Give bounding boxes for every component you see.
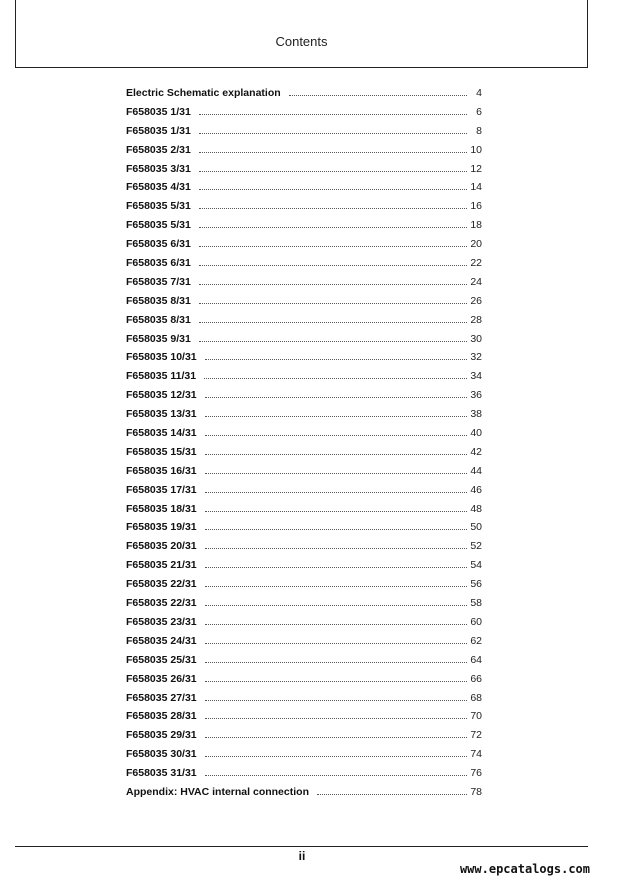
- toc-dot-leader: [205, 717, 467, 719]
- toc-entry[interactable]: [126, 424, 482, 443]
- toc-dot-leader: [205, 755, 467, 757]
- toc-dot-leader: [199, 170, 467, 172]
- toc-dot-leader: [204, 377, 467, 379]
- toc-entry[interactable]: [126, 197, 482, 216]
- toc-entry-label: F658035 14/31: [126, 427, 197, 440]
- toc-dot-leader: [199, 151, 467, 153]
- toc-dot-leader: [205, 699, 467, 701]
- toc-entry[interactable]: [126, 178, 482, 197]
- toc-entry-page: 44: [470, 464, 482, 477]
- toc-entry-label: F658035 7/31: [126, 275, 191, 288]
- toc-entry-page: 22: [470, 257, 482, 270]
- toc-dot-leader: [199, 226, 467, 228]
- toc-entry-label: F658035 20/31: [126, 540, 197, 553]
- toc-entry[interactable]: [126, 613, 482, 632]
- toc-dot-leader: [199, 302, 467, 304]
- toc-dot-leader: [199, 207, 467, 209]
- toc-entry[interactable]: [126, 273, 482, 292]
- toc-dot-leader: [205, 434, 467, 436]
- footer-url[interactable]: www.epcatalogs.com: [459, 862, 590, 876]
- toc-dot-leader: [205, 642, 467, 644]
- toc-entry-page: 62: [470, 634, 482, 647]
- toc-entry-page: 32: [470, 351, 482, 364]
- toc-dot-leader: [199, 283, 467, 285]
- toc-entry-label: F658035 2/31: [126, 143, 191, 156]
- toc-dot-leader: [205, 472, 467, 474]
- toc-entry[interactable]: [126, 745, 482, 764]
- toc-entry-page: 24: [470, 275, 482, 288]
- toc-entry-page: 78: [470, 785, 482, 798]
- toc-entry[interactable]: [126, 160, 482, 179]
- toc-dot-leader: [199, 321, 467, 323]
- toc-entry[interactable]: [126, 330, 482, 349]
- toc-dot-leader: [205, 528, 467, 530]
- toc-entry-page: 58: [470, 597, 482, 610]
- toc-entry-label: F658035 31/31: [126, 767, 197, 780]
- toc-entry[interactable]: [126, 689, 482, 708]
- toc-entry[interactable]: [126, 386, 482, 405]
- toc-entry[interactable]: [126, 764, 482, 783]
- toc-entry-page: 30: [470, 332, 482, 345]
- toc-entry-page: 12: [470, 162, 482, 175]
- toc-entry-label: F658035 13/31: [126, 408, 197, 421]
- toc-entry-label: F658035 6/31: [126, 238, 191, 251]
- toc-entry-label: F658035 24/31: [126, 634, 197, 647]
- toc-entry-page: 68: [470, 691, 482, 704]
- toc-entry[interactable]: [126, 84, 482, 103]
- toc-entry[interactable]: [126, 462, 482, 481]
- toc-entry[interactable]: [126, 103, 482, 122]
- toc-entry-page: 46: [470, 483, 482, 496]
- toc-entry-page: 28: [470, 313, 482, 326]
- toc-entry[interactable]: [126, 783, 482, 802]
- toc-entry[interactable]: [126, 311, 482, 330]
- toc-entry-label: F658035 28/31: [126, 710, 197, 723]
- toc-entry-page: 10: [470, 143, 482, 156]
- toc-entry-page: 34: [470, 370, 482, 383]
- toc-dot-leader: [199, 113, 467, 115]
- toc-entry-label: F658035 29/31: [126, 729, 197, 742]
- toc-entry-page: 38: [470, 408, 482, 421]
- toc-dot-leader: [205, 453, 467, 455]
- toc-dot-leader: [205, 623, 467, 625]
- toc-entry[interactable]: [126, 141, 482, 160]
- toc-dot-leader: [205, 415, 467, 417]
- toc-entry-label: F658035 11/31: [126, 370, 197, 383]
- toc-entry[interactable]: [126, 707, 482, 726]
- toc-entry-label: Appendix: HVAC internal connection: [126, 785, 309, 798]
- toc-dot-leader: [205, 358, 467, 360]
- toc-entry[interactable]: [126, 292, 482, 311]
- toc-entry-page: 66: [470, 672, 482, 685]
- toc-entry-page: 70: [470, 710, 482, 723]
- toc-entry-page: 36: [470, 389, 482, 402]
- toc-dot-leader: [199, 340, 467, 342]
- footer-divider: [15, 846, 588, 847]
- toc-entry-label: F658035 23/31: [126, 615, 197, 628]
- table-of-contents: [126, 84, 482, 802]
- toc-entry[interactable]: [126, 651, 482, 670]
- toc-entry[interactable]: [126, 348, 482, 367]
- toc-entry[interactable]: [126, 235, 482, 254]
- toc-entry-label: Electric Schematic explanation: [126, 87, 281, 99]
- toc-entry-label: F658035 25/31: [126, 653, 197, 666]
- toc-entry[interactable]: [126, 254, 482, 273]
- page-number: ii: [298, 849, 306, 863]
- toc-entry-page: 8: [476, 124, 482, 137]
- toc-dot-leader: [199, 245, 467, 247]
- toc-entry-label: F658035 10/31: [126, 351, 197, 364]
- toc-entry-page: 18: [470, 219, 482, 232]
- toc-entry[interactable]: [126, 405, 482, 424]
- toc-entry-page: 6: [476, 105, 482, 118]
- toc-entry-label: F658035 17/31: [126, 483, 197, 496]
- toc-entry-page: 42: [470, 445, 482, 458]
- toc-entry-page: 72: [470, 729, 482, 742]
- toc-entry-label: F658035 4/31: [126, 181, 191, 194]
- toc-dot-leader: [205, 661, 467, 663]
- toc-entry[interactable]: [126, 481, 482, 500]
- toc-entry-page: 20: [470, 238, 482, 251]
- toc-dot-leader: [205, 774, 467, 776]
- toc-dot-leader: [205, 547, 467, 549]
- toc-entry-label: F658035 1/31: [126, 124, 191, 137]
- toc-dot-leader: [205, 396, 467, 398]
- toc-dot-leader: [289, 94, 467, 96]
- toc-entry-label: F658035 12/31: [126, 389, 197, 402]
- toc-entry[interactable]: [126, 216, 482, 235]
- toc-dot-leader: [199, 264, 467, 266]
- toc-dot-leader: [205, 585, 467, 587]
- toc-dot-leader: [205, 491, 467, 493]
- toc-entry[interactable]: [126, 726, 482, 745]
- toc-entry-label: F658035 5/31: [126, 219, 191, 232]
- toc-entry-label: F658035 30/31: [126, 748, 197, 761]
- toc-dot-leader: [199, 132, 467, 134]
- toc-entry-page: 56: [470, 578, 482, 591]
- toc-entry[interactable]: [126, 367, 482, 386]
- toc-entry-label: F658035 22/31: [126, 578, 197, 591]
- page-title: Contents: [275, 34, 328, 49]
- toc-entry[interactable]: [126, 518, 482, 537]
- toc-entry-label: F658035 26/31: [126, 672, 197, 685]
- toc-dot-leader: [199, 188, 467, 190]
- toc-dot-leader: [205, 736, 467, 738]
- toc-dot-leader: [205, 680, 467, 682]
- toc-entry-page: 14: [470, 181, 482, 194]
- toc-entry-label: F658035 27/31: [126, 691, 197, 704]
- toc-entry[interactable]: [126, 500, 482, 519]
- toc-entry-label: F658035 3/31: [126, 162, 191, 175]
- toc-entry-page: 52: [470, 540, 482, 553]
- toc-entry-label: F658035 21/31: [126, 559, 197, 572]
- toc-entry[interactable]: [126, 537, 482, 556]
- toc-entry-page: 26: [470, 294, 482, 307]
- toc-entry[interactable]: [126, 594, 482, 613]
- toc-dot-leader: [205, 566, 467, 568]
- page-header: [15, 0, 588, 68]
- toc-entry-label: F658035 6/31: [126, 257, 191, 270]
- toc-entry-label: F658035 22/31: [126, 597, 197, 610]
- toc-entry-page: 74: [470, 748, 482, 761]
- toc-entry-label: F658035 8/31: [126, 313, 191, 326]
- toc-entry-page: 50: [470, 521, 482, 534]
- toc-entry[interactable]: [126, 632, 482, 651]
- toc-entry-label: F658035 1/31: [126, 105, 191, 118]
- toc-entry-page: 48: [470, 502, 482, 515]
- toc-entry-page: 40: [470, 427, 482, 440]
- toc-entry-label: F658035 9/31: [126, 332, 191, 345]
- toc-entry-page: 60: [470, 615, 482, 628]
- toc-entry[interactable]: [126, 122, 482, 141]
- toc-entry-page: 4: [476, 87, 482, 99]
- toc-dot-leader: [205, 510, 467, 512]
- toc-entry-label: F658035 18/31: [126, 502, 197, 515]
- toc-entry[interactable]: [126, 556, 482, 575]
- toc-entry-label: F658035 16/31: [126, 464, 197, 477]
- toc-entry[interactable]: [126, 670, 482, 689]
- toc-entry-page: 16: [470, 200, 482, 213]
- toc-entry-page: 64: [470, 653, 482, 666]
- toc-entry-page: 76: [470, 767, 482, 780]
- toc-entry-label: F658035 8/31: [126, 294, 191, 307]
- toc-entry[interactable]: [126, 443, 482, 462]
- toc-entry-label: F658035 5/31: [126, 200, 191, 213]
- toc-entry-label: F658035 19/31: [126, 521, 197, 534]
- toc-entry-page: 54: [470, 559, 482, 572]
- toc-dot-leader: [317, 793, 467, 795]
- toc-entry-label: F658035 15/31: [126, 445, 197, 458]
- toc-entry[interactable]: [126, 575, 482, 594]
- toc-dot-leader: [205, 604, 467, 606]
